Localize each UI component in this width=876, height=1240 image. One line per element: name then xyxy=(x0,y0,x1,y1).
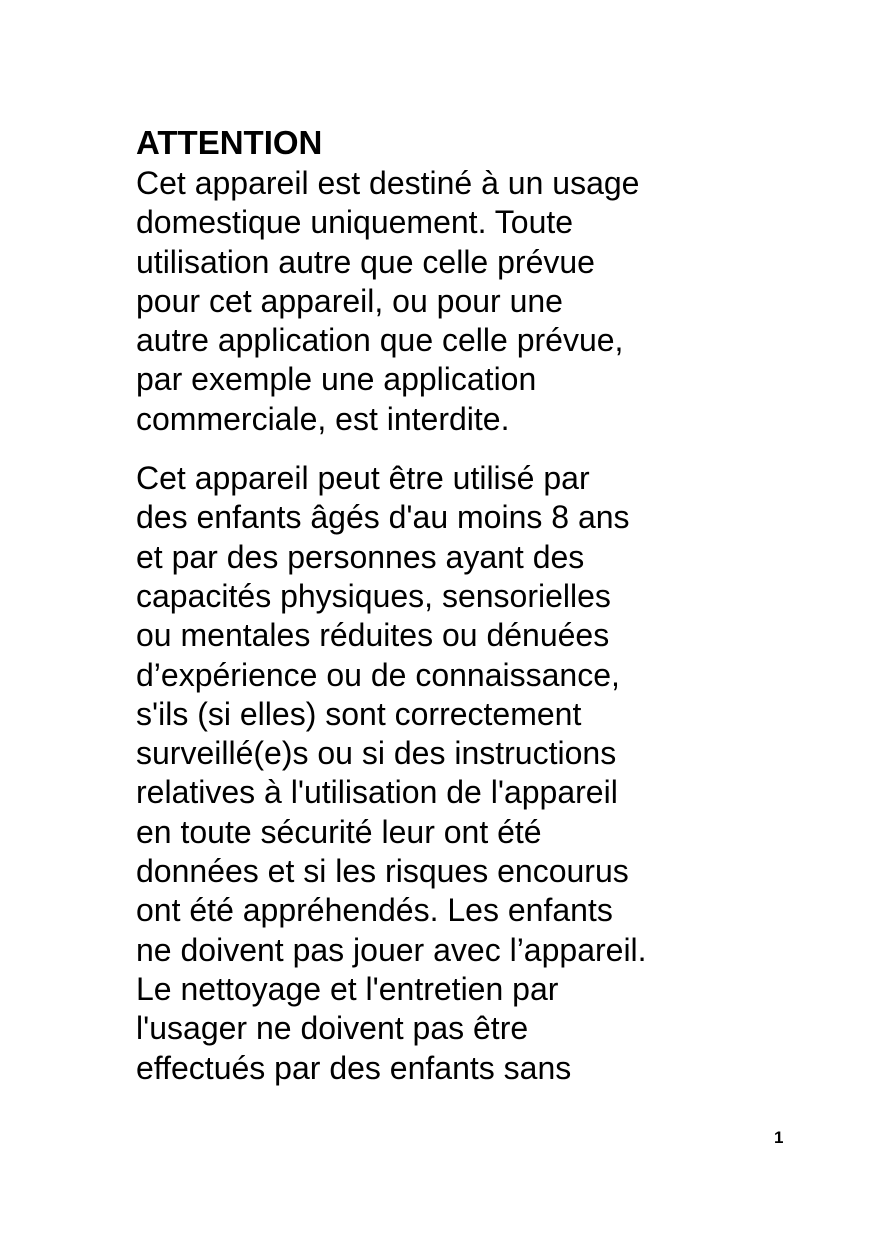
text-line: d’expérience ou de connaissance, xyxy=(136,656,620,693)
text-line: et par des personnes ayant des xyxy=(136,538,585,575)
text-line: s'ils (si elles) sont correctement xyxy=(136,695,582,732)
page-heading: ATTENTION xyxy=(136,124,323,161)
text-line: ont été appréhendés. Les enfants xyxy=(136,892,613,929)
text-line: relatives à l'utilisation de l'appareil xyxy=(136,774,618,811)
text-line: commerciale, est interdite. xyxy=(136,400,510,437)
text-line: Cet appareil peut être utilisé par xyxy=(136,460,590,497)
text-line: ne doivent pas jouer avec l’appareil. xyxy=(136,931,647,968)
text-line: Cet appareil est destiné à un usage xyxy=(136,165,640,201)
text-line: surveillé(e)s ou si des instructions xyxy=(136,735,617,772)
paragraph-usage xyxy=(136,164,776,439)
text-line: des enfants âgés d'au moins 8 ans xyxy=(136,499,630,536)
text-line: par exemple une application xyxy=(136,361,537,398)
text-line: autre application que celle prévue, xyxy=(136,322,624,359)
page-number: 1 xyxy=(774,1128,784,1147)
page-content xyxy=(136,122,776,1088)
text-line: Le nettoyage et l'entretien par xyxy=(136,970,559,1007)
text-line: ou mentales réduites ou dénuées xyxy=(136,617,610,654)
text-line: pour cet appareil, ou pour une xyxy=(136,282,563,319)
text-line: en toute sécurité leur ont été xyxy=(136,813,542,850)
paragraph-safety xyxy=(136,459,776,1088)
text-line: effectués par des enfants sans xyxy=(136,1049,572,1086)
text-line: l'usager ne doivent pas être xyxy=(136,1010,529,1047)
text-line: utilisation autre que celle prévue xyxy=(136,243,595,280)
text-line: domestique uniquement. Toute xyxy=(136,204,574,241)
text-line: données et si les risques encourus xyxy=(136,853,629,890)
text-line: capacités physiques, sensorielles xyxy=(136,577,611,614)
